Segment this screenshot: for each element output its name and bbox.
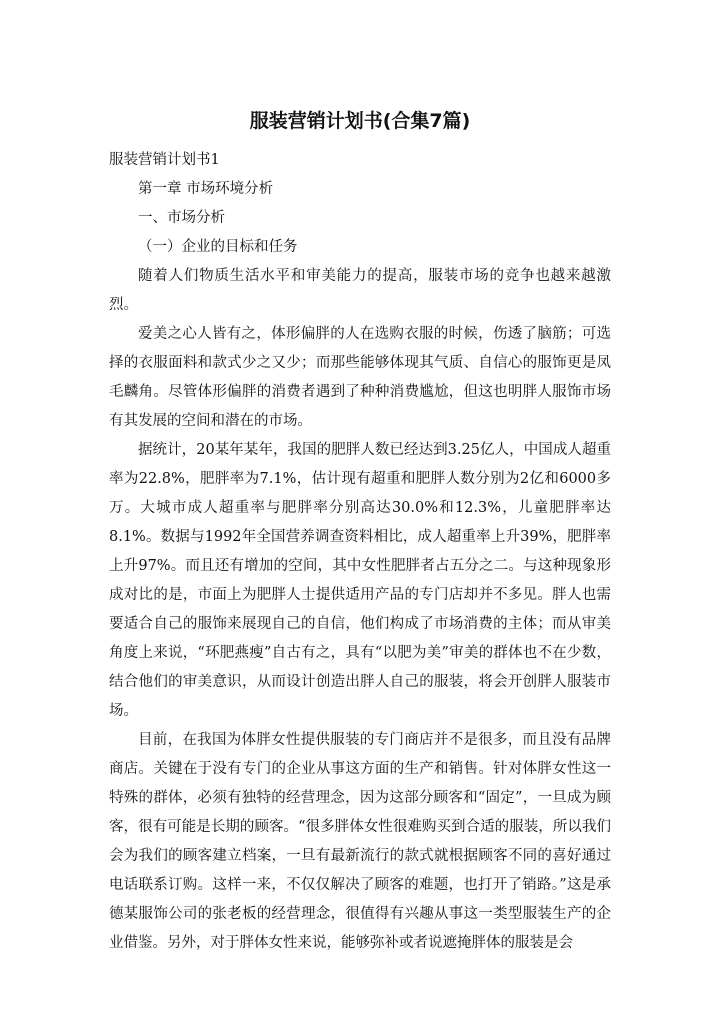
chapter-heading: 第一章 市场环境分析 [138, 181, 274, 197]
section-heading: 一、市场分析 [138, 210, 225, 226]
document-body [109, 146, 611, 958]
document-subtitle: 服装营销计划书1 [109, 152, 220, 168]
document-title: 服装营销计划书(合集7篇) [249, 110, 471, 132]
subsection-heading: （一）企业的目标和任务 [138, 239, 298, 255]
paragraph: 随着人们物质生活水平和审美能力的提高，服装市场的竞争也越来越激烈。 [109, 268, 611, 313]
paragraph: 爱美之心人皆有之，体形偏胖的人在选购衣服的时候，伤透了脑筋；可选择的衣服面料和款式少之又少；而那些能够体现其气质、自信心的服饰更是凤毛麟角。尽管体形偏胖的消费者遇到了种种消费尴尬，但这也明胖人服饰市场有其发展的空间和潜在的市场。 [109, 326, 611, 429]
paragraph: 据统计，20某年某年，我国的肥胖人数已经达到3.25亿人，中国成人超重率为22.8%，肥胖率为7.1%，估计现有超重和肥胖人数分别为2亿和6000多万。大城市成人超重率与肥胖率分别高达30.0%和12.3%，儿童肥胖率达8.1%。数据与1992年全国营养调查资料相比，成人超重率上升39%，肥胖率上升97%。而且还有增加的空间，其中女性肥胖者占五分之二。与这种现象形成对比的是，市面上为肥胖人士提供适用产品的专门店却并不多见。胖人也需要适合自己的服饰来展现自己的自信，他们构成了市场消费的主体；而从审美角度上来说，“环肥燕瘦”自古有之，具有“以肥为美”审美的群体也不在少数，结合他们的审美意识，从而设计创造出胖人自己的服装，将会开创胖人服装市场。 [109, 442, 611, 719]
paragraph: 目前，在我国为体胖女性提供服装的专门商店并不是很多，而且没有品牌商店。关键在于没有专门的企业从事这方面的生产和销售。针对体胖女性这一特殊的群体，必须有独特的经营理念，因为这部分顾客和“固定”，一旦成为顾客，很有可能是长期的顾客。“很多胖体女性很难购买到合适的服装，所以我们会为我们的顾客建立档案，一旦有最新流行的款式就根据顾客不同的喜好通过电话联系订购。这样一来，不仅仅解决了顾客的难题，也打开了销路。”这是承德某服饰公司的张老板的经营理念，很值得有兴趣从事这一类型服装生产的企业借鉴。另外，对于胖体女性来说，能够弥补或者说遮掩胖体的服装是会 [109, 732, 611, 951]
